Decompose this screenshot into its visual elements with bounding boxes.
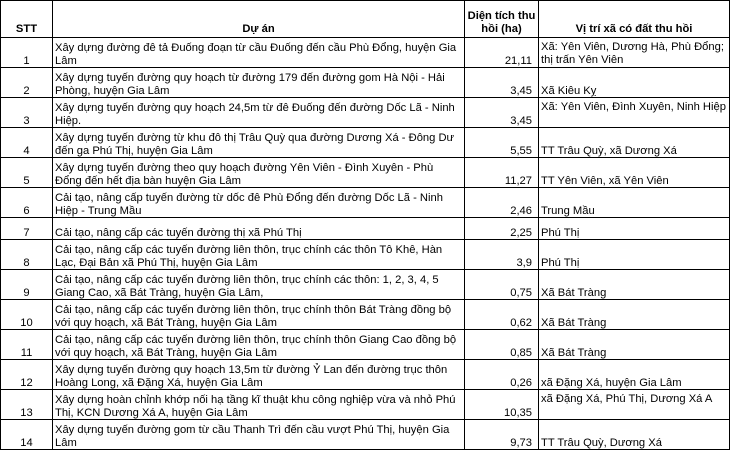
row-area: 2,25 — [465, 218, 539, 240]
row-project: Xây dựng tuyến đường quy hoạch 24,5m từ đê Đuống đến đường Dốc Lã - Ninh Hiệp. — [53, 98, 465, 128]
table-row — [1, 38, 730, 68]
row-area: 2,46 — [465, 188, 539, 218]
row-stt: 2 — [1, 68, 53, 98]
table-row — [1, 270, 730, 300]
row-location: Xã Bát Tràng — [539, 330, 730, 360]
table-row — [1, 420, 730, 450]
table-row — [1, 98, 730, 128]
row-stt: 1 — [1, 38, 53, 68]
row-project: Xây dựng tuyến đường gom từ cầu Thanh Trì đến cầu vượt Phú Thị, huyện Gia Lâm — [53, 420, 465, 450]
row-project: Cải tạo, nâng cấp tuyến đường từ dốc đê Phù Đổng đến đường Dốc Lã - Ninh Hiệp - Trung Mầu — [53, 188, 465, 218]
row-stt: 6 — [1, 188, 53, 218]
row-stt: 7 — [1, 218, 53, 240]
row-area: 3,9 — [465, 240, 539, 270]
row-stt: 4 — [1, 128, 53, 158]
row-location: Phú Thị — [539, 218, 730, 240]
row-location: Phú Thị — [539, 240, 730, 270]
row-area: 21,11 — [465, 38, 539, 68]
row-location: TT Yên Viên, xã Yên Viên — [539, 158, 730, 188]
row-stt: 5 — [1, 158, 53, 188]
row-project: Xây dựng đường đê tả Đuống đoạn từ cầu Đuống đến cầu Phù Đổng, huyện Gia Lâm — [53, 38, 465, 68]
row-stt: 12 — [1, 360, 53, 390]
row-project: Xây dựng tuyến đường theo quy hoạch đường Yên Viên - Đình Xuyên - Phù Đổng đến hết địa bàn huyện Gia Lâm — [53, 158, 465, 188]
row-project: Cải tạo, nâng cấp các tuyến đường liên thôn, trục chính thôn Bát Tràng đồng bộ với quy hoạch, xã Bát Tràng, huyện Gia Lâm — [53, 300, 465, 330]
row-stt: 9 — [1, 270, 53, 300]
row-project: Xây dựng hoàn chỉnh khớp nối hạ tầng kĩ thuật khu công nghiệp vừa và nhỏ Phú Thị, KCN Dương Xá A, huyện Gia Lâm — [53, 390, 465, 420]
table-row — [1, 218, 730, 240]
row-stt: 14 — [1, 420, 53, 450]
header-location: Vị trí xã có đất thu hồi — [539, 1, 730, 38]
row-location: Xã: Yên Viên, Dương Hà, Phù Đổng; thị trấn Yên Viên — [539, 38, 730, 68]
row-stt: 8 — [1, 240, 53, 270]
table-row — [1, 240, 730, 270]
header-area: Diện tích thu hồi (ha) — [465, 1, 539, 38]
row-stt: 11 — [1, 330, 53, 360]
row-area: 5,55 — [465, 128, 539, 158]
row-location: xã Đặng Xá, Phú Thị, Dương Xá A — [539, 390, 730, 420]
row-area: 11,27 — [465, 158, 539, 188]
row-area: 0,26 — [465, 360, 539, 390]
row-project: Cải tạo, nâng cấp các tuyến đường liên thôn, trục chính thôn Giang Cao đồng bộ với quy hoạch, xã Bát Tràng, huyện Gia Lâm — [53, 330, 465, 360]
row-location: TT Trâu Quỳ, Dương Xá — [539, 420, 730, 450]
row-area: 3,45 — [465, 98, 539, 128]
row-area: 0,85 — [465, 330, 539, 360]
row-project: Xây dựng tuyến đường quy hoạch 13,5m từ đường Ỷ Lan đến đường trục thôn Hoàng Long, xã Đặng Xá, huyện Gia Lâm — [53, 360, 465, 390]
row-area: 9,73 — [465, 420, 539, 450]
row-project: Xây dựng tuyến đường từ khu đô thị Trâu Quỳ qua đường Dương Xá - Đông Dư đến ga Phú Thị, huyện Gia Lâm — [53, 128, 465, 158]
row-area: 0,62 — [465, 300, 539, 330]
row-location: Xã Bát Tràng — [539, 300, 730, 330]
header-stt: STT — [1, 1, 53, 38]
table-row — [1, 68, 730, 98]
row-project: Cải tạo, nâng cấp các tuyến đường thị xã Phú Thị — [53, 218, 465, 240]
table-row — [1, 128, 730, 158]
table-row — [1, 188, 730, 218]
header-project: Dự án — [53, 1, 465, 38]
row-area: 0,75 — [465, 270, 539, 300]
row-stt: 13 — [1, 390, 53, 420]
table-row — [1, 330, 730, 360]
row-project: Cải tạo, nâng cấp các tuyến đường liên thôn, trục chính các thôn Tô Khê, Hàn Lạc, Đại Bản xã Phú Thị, huyện Gia Lâm — [53, 240, 465, 270]
table-row — [1, 360, 730, 390]
row-location: Trung Mầu — [539, 188, 730, 218]
row-stt: 10 — [1, 300, 53, 330]
row-location: Xã: Yên Viên, Đình Xuyên, Ninh Hiệp — [539, 98, 730, 128]
row-location: xã Đặng Xá, huyện Gia Lâm — [539, 360, 730, 390]
row-stt: 3 — [1, 98, 53, 128]
row-location: Xã Bát Tràng — [539, 270, 730, 300]
table-row — [1, 158, 730, 188]
row-location: TT Trâu Quỳ, xã Dương Xá — [539, 128, 730, 158]
row-area: 3,45 — [465, 68, 539, 98]
table-row — [1, 390, 730, 420]
row-project: Xây dựng tuyến đường quy hoạch từ đường 179 đến đường gom Hà Nội - Hải Phòng, huyện Gia Lâm — [53, 68, 465, 98]
row-project: Cải tạo, nâng cấp các tuyến đường liên thôn, trục chính các thôn: 1, 2, 3, 4, 5 Giang Cao, xã Bát Tràng, huyện Gia Lâm, — [53, 270, 465, 300]
table-header-row — [1, 1, 730, 38]
row-area: 10,35 — [465, 390, 539, 420]
row-location: Xã Kiêu Kỵ — [539, 68, 730, 98]
table-row — [1, 300, 730, 330]
